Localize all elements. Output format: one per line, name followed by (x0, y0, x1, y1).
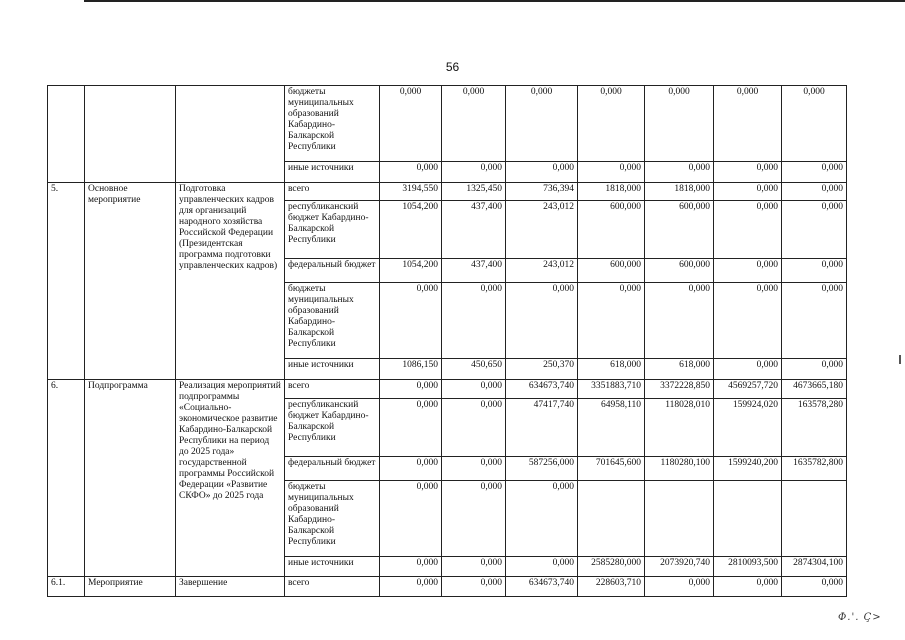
value-cell: 1054,200 (380, 201, 442, 259)
funding-source: республиканский бюджет Кабардино-Балкарской Республики (285, 399, 380, 457)
value-cell: 0,000 (442, 577, 506, 597)
value-cell: 0,000 (782, 259, 847, 283)
value-cell: 163578,280 (782, 399, 847, 457)
row-name-cell (176, 86, 285, 183)
value-cell (714, 481, 782, 557)
value-cell (578, 481, 645, 557)
value-cell: 3372228,850 (645, 380, 714, 399)
funding-source: всего (285, 380, 380, 399)
value-cell: 0,000 (442, 283, 506, 359)
value-cell: 1599240,200 (714, 457, 782, 481)
value-cell: 1086,150 (380, 359, 442, 380)
value-cell: 0,000 (442, 380, 506, 399)
value-cell: 600,000 (645, 201, 714, 259)
value-cell: 0,000 (714, 359, 782, 380)
row-type-cell: Подпрограмма (85, 380, 176, 577)
value-cell: 0,000 (380, 557, 442, 577)
top-rule (84, 0, 905, 2)
row-number-cell: 6. (48, 380, 85, 577)
row-number-cell: 6.1. (48, 577, 85, 597)
value-cell: 4569257,720 (714, 380, 782, 399)
value-cell: 450,650 (442, 359, 506, 380)
value-cell: 0,000 (506, 481, 578, 557)
value-cell: 600,000 (578, 201, 645, 259)
value-cell: 0,000 (782, 183, 847, 201)
value-cell: 0,000 (442, 481, 506, 557)
value-cell: 2585280,000 (578, 557, 645, 577)
funding-source: всего (285, 183, 380, 201)
funding-source: бюджеты муниципальных образований Кабардино-Балкарской Республики (285, 283, 380, 359)
value-cell: 0,000 (578, 162, 645, 183)
value-cell: 0,000 (714, 283, 782, 359)
value-cell: 587256,000 (506, 457, 578, 481)
value-cell: 437,400 (442, 259, 506, 283)
value-cell: 0,000 (442, 399, 506, 457)
table-row (48, 183, 847, 201)
funding-source: республиканский бюджет Кабардино-Балкарской Республики (285, 201, 380, 259)
value-cell: 0,000 (782, 86, 847, 162)
value-cell: 4673665,180 (782, 380, 847, 399)
value-cell: 634673,740 (506, 380, 578, 399)
value-cell: 600,000 (645, 259, 714, 283)
row-number-cell (48, 86, 85, 183)
value-cell: 0,000 (506, 162, 578, 183)
value-cell: 2810093,500 (714, 557, 782, 577)
value-cell: 118028,010 (645, 399, 714, 457)
funding-source: всего (285, 577, 380, 597)
value-cell: 701645,600 (578, 457, 645, 481)
page-number: 56 (445, 60, 460, 74)
row-type-cell: Мероприятие (85, 577, 176, 597)
budget-table (47, 85, 847, 597)
value-cell: 0,000 (380, 86, 442, 162)
row-name-cell: Реализация мероприятий подпрограммы «Социально-экономическое развитие Кабардино-Балкарской Республики на период до 2025 года» государственной программы Российской Федерации «Развитие СКФО» до 2025 года (176, 380, 285, 577)
value-cell (645, 481, 714, 557)
value-cell: 0,000 (578, 86, 645, 162)
value-cell: 618,000 (578, 359, 645, 380)
value-cell: 0,000 (645, 577, 714, 597)
funding-source: иные источники (285, 557, 380, 577)
value-cell: 3351883,710 (578, 380, 645, 399)
value-cell: 1635782,800 (782, 457, 847, 481)
funding-source: федеральный бюджет (285, 259, 380, 283)
value-cell: 0,000 (380, 577, 442, 597)
value-cell: 0,000 (782, 162, 847, 183)
value-cell: 243,012 (506, 201, 578, 259)
row-type-cell (85, 86, 176, 183)
value-cell: 0,000 (645, 86, 714, 162)
value-cell: 0,000 (714, 259, 782, 283)
value-cell: 0,000 (782, 201, 847, 259)
value-cell: 0,000 (714, 577, 782, 597)
value-cell: 47417,740 (506, 399, 578, 457)
funding-source: иные источники (285, 359, 380, 380)
row-name-cell: Завершение (176, 577, 285, 597)
row-type-cell: Основное мероприятие (85, 183, 176, 380)
value-cell: 0,000 (442, 162, 506, 183)
value-cell: 0,000 (506, 557, 578, 577)
value-cell: 0,000 (380, 399, 442, 457)
value-cell: 3194,550 (380, 183, 442, 201)
row-name-cell: Подготовка управленческих кадров для организаций народного хозяйства Российской Федерации (Президентская программа подготовки управленческих кадров) (176, 183, 285, 380)
value-cell: 1818,000 (578, 183, 645, 201)
value-cell: 2874304,100 (782, 557, 847, 577)
value-cell: 1818,000 (645, 183, 714, 201)
value-cell: 0,000 (506, 283, 578, 359)
value-cell: 0,000 (380, 162, 442, 183)
value-cell: 0,000 (714, 162, 782, 183)
value-cell (782, 481, 847, 557)
value-cell: 0,000 (442, 557, 506, 577)
value-cell: 634673,740 (506, 577, 578, 597)
value-cell: 0,000 (782, 283, 847, 359)
value-cell: 0,000 (714, 201, 782, 259)
handwritten-note: Ф.'. Ҫ> (838, 612, 882, 623)
value-cell: 2073920,740 (645, 557, 714, 577)
value-cell: 64958,110 (578, 399, 645, 457)
value-cell: 0,000 (645, 283, 714, 359)
value-cell: 618,000 (645, 359, 714, 380)
value-cell: 0,000 (380, 380, 442, 399)
value-cell: 250,370 (506, 359, 578, 380)
value-cell: 0,000 (714, 183, 782, 201)
value-cell: 0,000 (578, 283, 645, 359)
value-cell: 0,000 (380, 283, 442, 359)
value-cell: 0,000 (442, 86, 506, 162)
margin-mark (899, 355, 901, 364)
funding-source: иные источники (285, 162, 380, 183)
row-number-cell: 5. (48, 183, 85, 380)
value-cell: 0,000 (645, 162, 714, 183)
value-cell: 600,000 (578, 259, 645, 283)
value-cell: 437,400 (442, 201, 506, 259)
value-cell: 0,000 (380, 481, 442, 557)
value-cell: 0,000 (714, 86, 782, 162)
value-cell: 0,000 (506, 86, 578, 162)
funding-source: федеральный бюджет (285, 457, 380, 481)
table-row (48, 577, 847, 597)
value-cell: 1180280,100 (645, 457, 714, 481)
value-cell: 0,000 (380, 457, 442, 481)
value-cell: 159924,020 (714, 399, 782, 457)
value-cell: 0,000 (442, 457, 506, 481)
table-row (48, 86, 847, 162)
funding-source: бюджеты муниципальных образований Кабардино-Балкарской Республики (285, 86, 380, 162)
funding-source: бюджеты муниципальных образований Кабардино-Балкарской Республики (285, 481, 380, 557)
value-cell: 736,394 (506, 183, 578, 201)
value-cell: 1325,450 (442, 183, 506, 201)
value-cell: 1054,200 (380, 259, 442, 283)
table-row (48, 380, 847, 399)
value-cell: 0,000 (782, 359, 847, 380)
value-cell: 0,000 (782, 577, 847, 597)
value-cell: 243,012 (506, 259, 578, 283)
value-cell: 228603,710 (578, 577, 645, 597)
